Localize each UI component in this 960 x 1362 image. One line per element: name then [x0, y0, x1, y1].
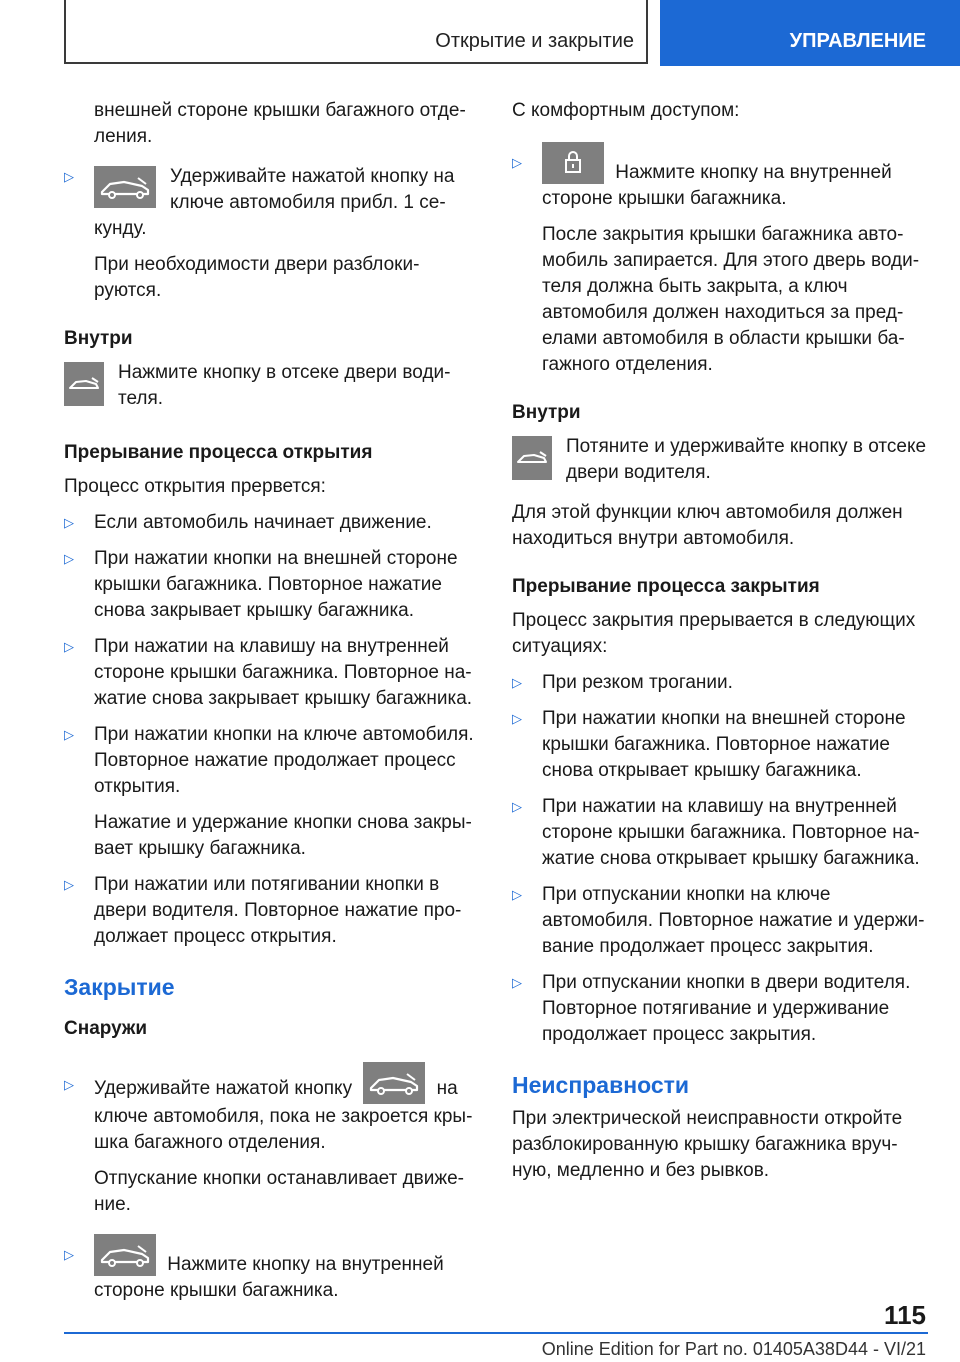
- triangle-bullet-icon: ▷: [64, 551, 74, 566]
- door-button-icon: [64, 362, 104, 406]
- triangle-bullet-icon: ▷: [64, 727, 74, 742]
- list-item: [512, 142, 928, 212]
- item-text: При нажатии на клавишу на внутренней стороне крышки багажника. Повторное нажатие снова закрывает крышку багажника.: [94, 636, 473, 709]
- list-item: [512, 970, 928, 1048]
- chapter-title: УПРАВЛЕНИЕ: [789, 30, 926, 52]
- triangle-bullet-icon: ▷: [64, 639, 74, 654]
- list-item: [512, 670, 928, 696]
- triangle-bullet-icon: ▷: [512, 675, 522, 690]
- item-text: При нажатии кнопки на ключе автомобиля. Повторное нажатие продолжает процесс открытия.: [94, 724, 474, 797]
- inside-note: Для этой функции ключ автомобиля должен находиться внутри автомобиля.: [512, 502, 903, 549]
- item-text: При нажатии на клавишу на внутренней стороне крышки багажника. Повторное нажатие снова открывает крышку багажника.: [542, 796, 920, 869]
- item-text: Нажмите кнопку на внутренней стороне крышки багажника.: [94, 1254, 444, 1301]
- list-item: [64, 1234, 476, 1304]
- triangle-bullet-icon: ▷: [64, 515, 74, 530]
- left-column: [64, 98, 476, 1314]
- edition-label: Online Edition for Part no. 01405A38D44 - VI/21: [541, 1339, 926, 1359]
- item-text: Нажмите кнопку на внутренней стороне крышки багажника.: [542, 162, 892, 209]
- list-item: [64, 510, 476, 536]
- item-subtext: При необходимости двери разблокируются.: [94, 254, 420, 301]
- inside-row: [64, 360, 476, 412]
- triangle-bullet-icon: ▷: [64, 169, 74, 184]
- list-item: [64, 164, 476, 242]
- footer-divider: [64, 1332, 928, 1334]
- list-item: [512, 706, 928, 784]
- interrupt-intro: Процесс закрытия прерывается в следующих ситуациях:: [512, 610, 916, 657]
- item-text: При резком трогании.: [542, 672, 733, 693]
- item-text: Удерживайте нажатой кнопку на ключе автомобиля прибл. 1 секунду.: [94, 166, 455, 239]
- trunk-button-icon: [363, 1062, 425, 1104]
- interrupt-intro: Процесс открытия прервется:: [64, 476, 326, 497]
- inside-heading: Внутри: [64, 328, 133, 349]
- list-item: [64, 634, 476, 712]
- section-title: Открытие и закрытие: [435, 30, 634, 52]
- inside-row: [512, 434, 928, 486]
- inside-text: Нажмите кнопку в отсеке двери водителя.: [118, 362, 451, 409]
- inside-text: Потяните и удерживайте кнопку в отсеке двери водителя.: [566, 436, 927, 483]
- triangle-bullet-icon: ▷: [512, 799, 522, 814]
- item-text: на ключе автомобиля, пока не закроется крышка багажного отделения.: [94, 1078, 473, 1153]
- item-subtext: После закрытия крышки багажника автомобиль запирается. Для этого дверь водителя должна быть закрыта, а ключ автомобиля должен находиться за пределами автомобиля в области крышки багажного отделения.: [542, 224, 920, 375]
- page-header: [0, 0, 960, 66]
- lock-button-icon: [542, 142, 604, 184]
- triangle-bullet-icon: ▷: [64, 1247, 74, 1262]
- item-text: При нажатии кнопки на внешней стороне крышки багажника. Повторное нажатие снова закрывает крышку багажника.: [94, 548, 458, 621]
- item-text: При нажатии кнопки на внешней стороне крышки багажника. Повторное нажатие снова открывает крышку багажника.: [542, 708, 906, 781]
- item-subtext: Отпускание кнопки останавливает движение.: [94, 1168, 464, 1215]
- list-item: [64, 546, 476, 624]
- list-item: [64, 872, 476, 950]
- outside-heading: Снаружи: [64, 1018, 148, 1039]
- triangle-bullet-icon: ▷: [512, 887, 522, 902]
- list-item: [512, 794, 928, 872]
- door-button-icon: [512, 436, 552, 480]
- section-tab: [64, 0, 648, 64]
- chapter-tab: [660, 0, 960, 66]
- interrupt-heading: Прерывание процесса открытия: [64, 442, 373, 463]
- interrupt-heading: Прерывание процесса закрытия: [512, 576, 820, 597]
- trunk-button-icon: [94, 1234, 156, 1276]
- malfunction-heading: Неисправности: [512, 1072, 690, 1098]
- triangle-bullet-icon: ▷: [64, 877, 74, 892]
- list-item: [64, 1062, 476, 1156]
- triangle-bullet-icon: ▷: [512, 975, 522, 990]
- trunk-button-icon: [94, 166, 156, 208]
- malfunction-text: При электрической неисправности откройте разблокированную крышку багажника вручную, медленно и без рывков.: [512, 1108, 903, 1181]
- intro-line: внешней стороне крышки багажного отделения.: [94, 100, 466, 147]
- item-text: При отпускании кнопки на ключе автомобиля. Повторное нажатие и удерживание продолжает процесс закрытия.: [542, 884, 925, 957]
- triangle-bullet-icon: ▷: [512, 711, 522, 726]
- triangle-bullet-icon: ▷: [64, 1077, 74, 1092]
- list-item: [512, 882, 928, 960]
- item-text: Удерживайте нажатой кнопку: [94, 1078, 353, 1099]
- item-text: При отпускании кнопки в двери водителя. Повторное потягивание и удерживание продолжает процесс закрытия.: [542, 972, 911, 1045]
- inside-heading: Внутри: [512, 402, 581, 423]
- closing-heading: Закрытие: [64, 974, 175, 1000]
- triangle-bullet-icon: ▷: [512, 155, 522, 170]
- item-text: Если автомобиль начинает движение.: [94, 512, 432, 533]
- list-item: [64, 722, 476, 800]
- item-text: При нажатии или потягивании кнопки в двери водителя. Повторное нажатие продолжает процесс открытия.: [94, 874, 462, 947]
- right-column: [512, 98, 928, 1194]
- page-number: 115: [884, 1300, 926, 1330]
- comfort-intro: С комфортным доступом:: [512, 100, 740, 121]
- item-subtext: Нажатие и удержание кнопки снова закрывает крышку багажника.: [94, 812, 472, 859]
